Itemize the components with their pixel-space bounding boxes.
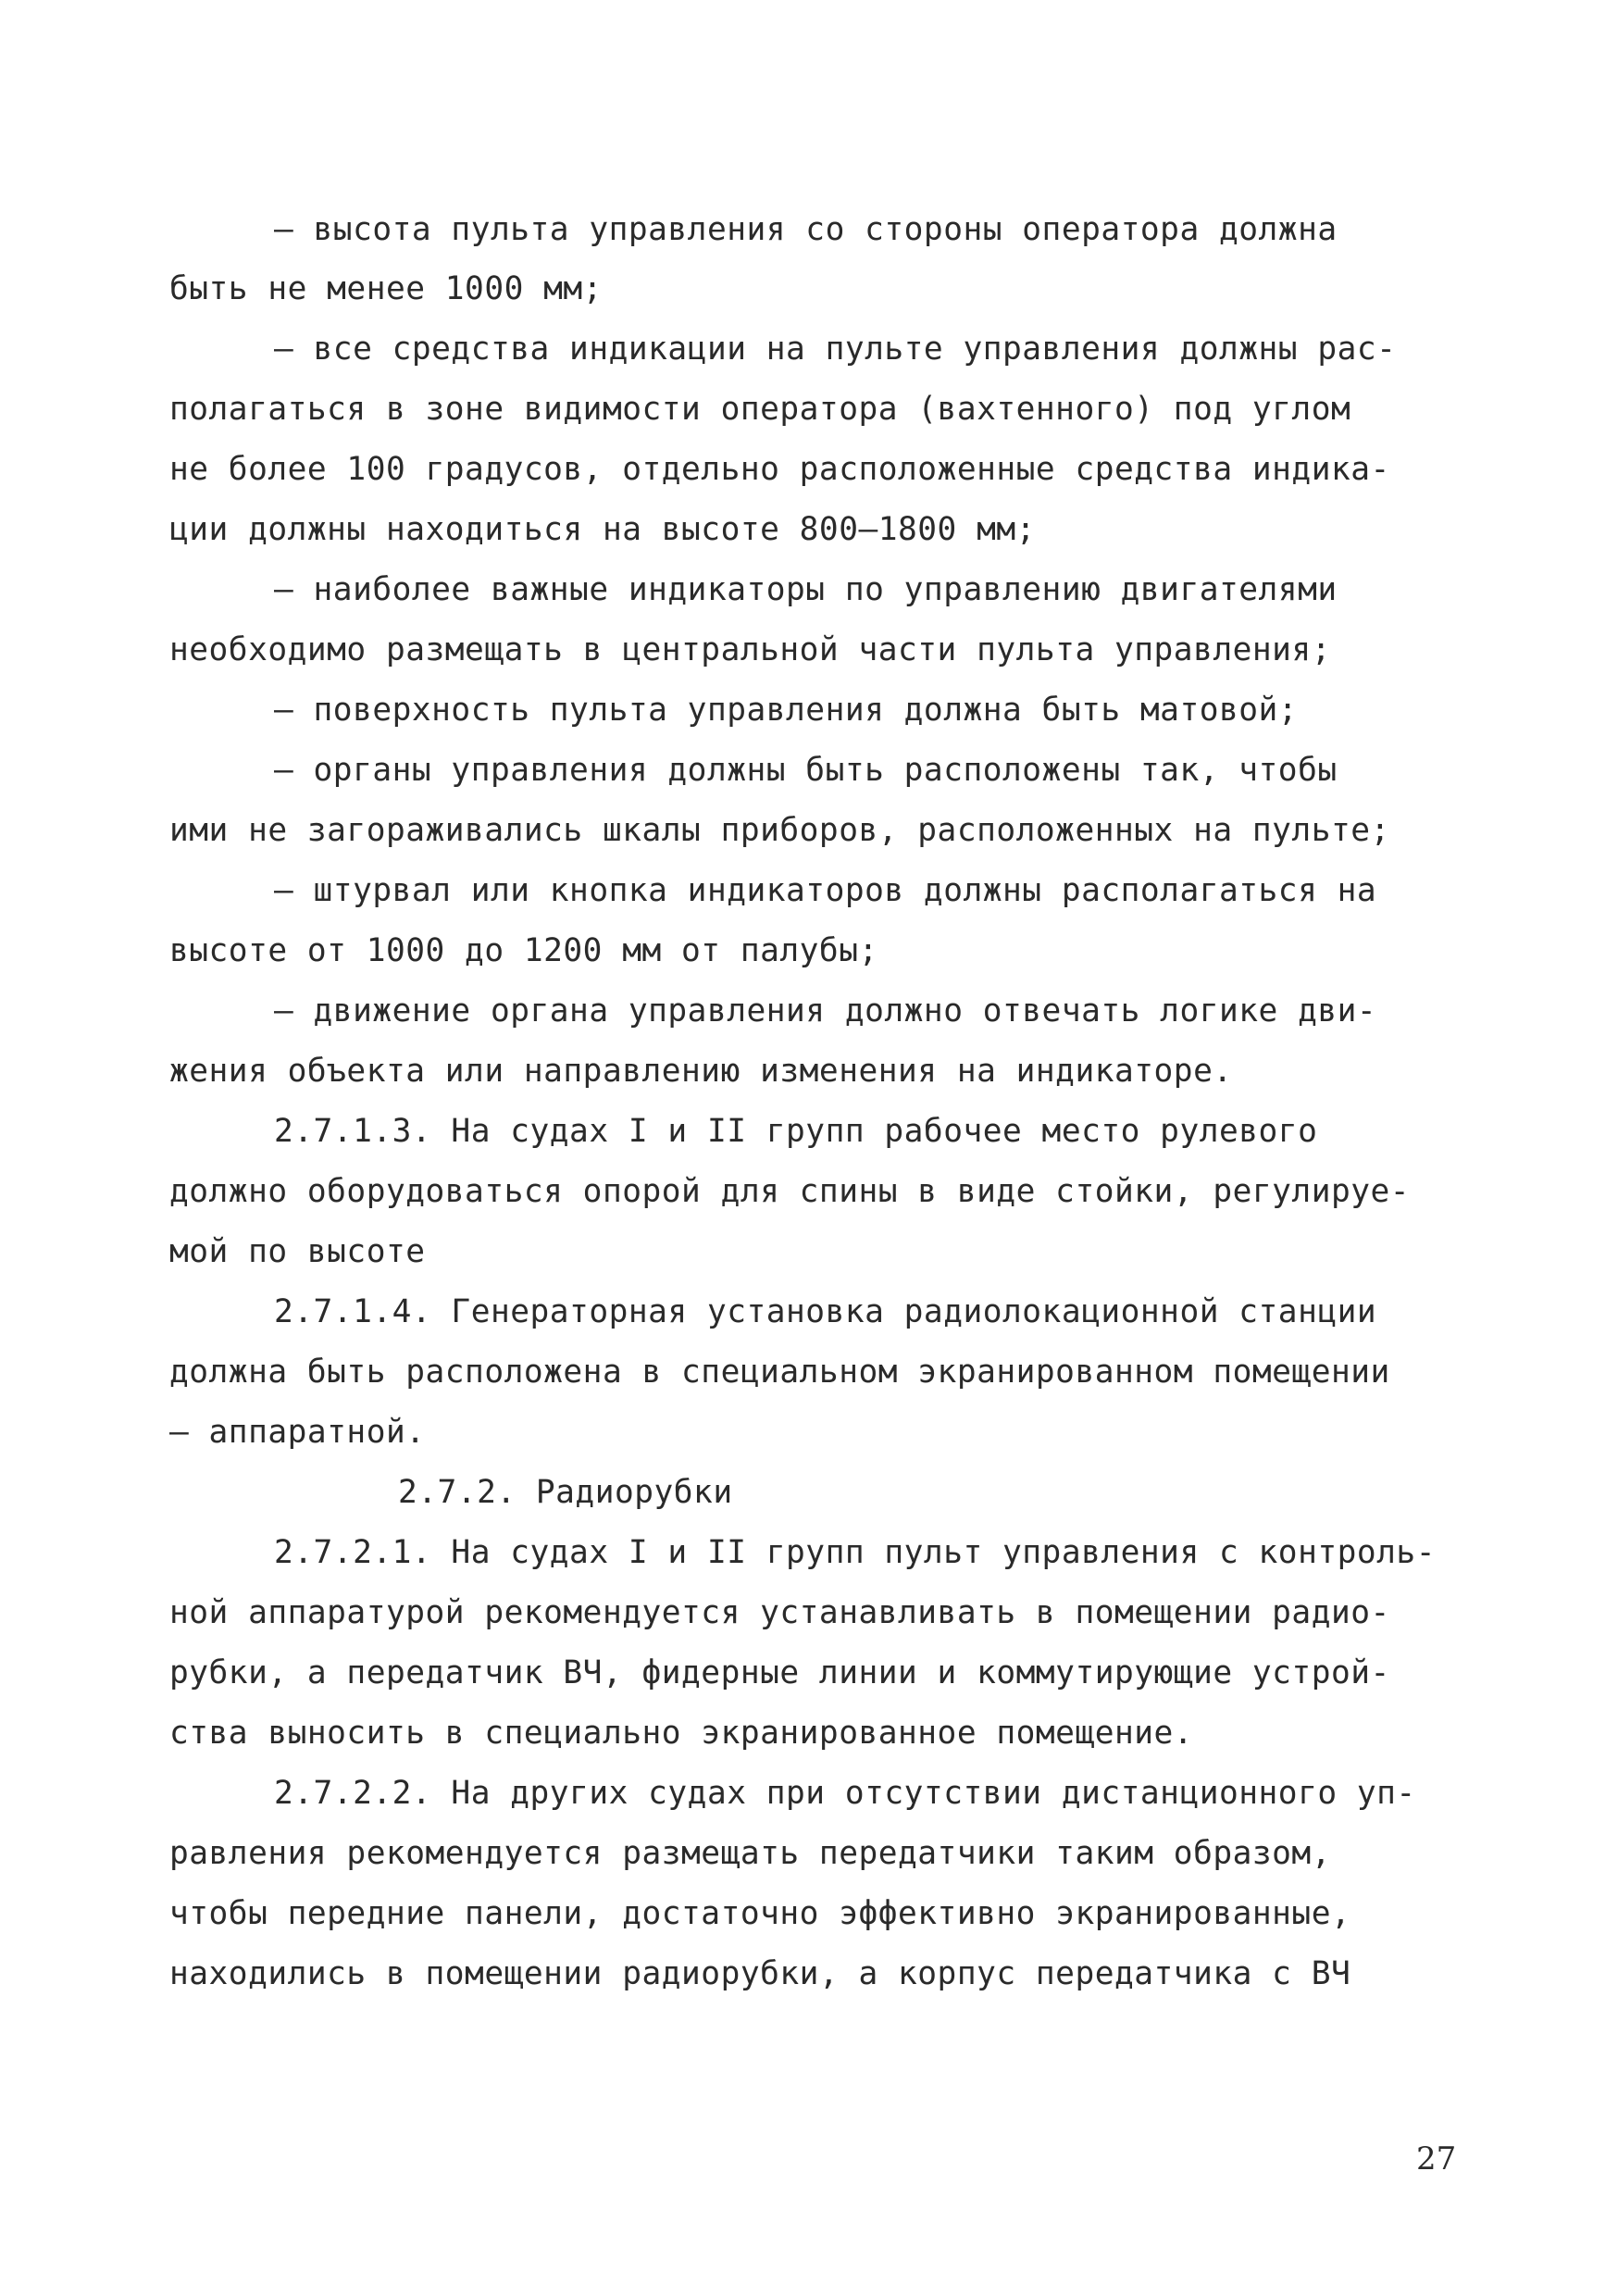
page-number: 27 xyxy=(1416,2140,1457,2177)
text-line: находились в помещении радиорубки, а корпус передатчика с ВЧ xyxy=(169,1955,1351,1992)
text-line: быть не менее 1000 мм; xyxy=(169,270,603,307)
text-line: должна быть расположена в специальном экранированном помещении xyxy=(169,1354,1390,1391)
text-line: чтобы передние панели, достаточно эффективно экранированные, xyxy=(169,1895,1351,1932)
text-line: высоте от 1000 до 1200 мм от палубы; xyxy=(169,932,878,969)
section-heading: 2.7.2. Радиорубки xyxy=(398,1474,733,1511)
text-line: мой по высоте xyxy=(169,1233,426,1270)
section-paragraph: 2.7.1.4. Генераторная установка радиолокационной станции xyxy=(274,1293,1377,1330)
text-line: не более 100 градусов, отдельно расположенные средства индика- xyxy=(169,451,1390,488)
text-line: ими не загораживались шкалы приборов, расположенных на пульте; xyxy=(169,812,1390,849)
text-line: полагаться в зоне видимости оператора (вахтенного) под углом xyxy=(169,391,1351,428)
text-line: – органы управления должны быть расположены так, чтобы xyxy=(274,752,1338,789)
text-line: – поверхность пульта управления должна быть матовой; xyxy=(274,692,1299,729)
text-line: – движение органа управления должно отвечать логике дви- xyxy=(274,992,1377,1029)
text-line: – наиболее важные индикаторы по управлению двигателями xyxy=(274,571,1338,608)
text-line: ной аппаратурой рекомендуется устанавливать в помещении радио- xyxy=(169,1594,1390,1631)
text-line: должно оборудоваться опорой для спины в виде стойки, регулируе- xyxy=(169,1173,1411,1210)
text-line: – аппаратной. xyxy=(169,1414,426,1451)
text-line: жения объекта или направлению изменения на индикаторе. xyxy=(169,1053,1233,1090)
text-line: рубки, а передатчик ВЧ, фидерные линии и коммутирующие устрой- xyxy=(169,1654,1390,1691)
text-line: ства выносить в специально экранированное помещение. xyxy=(169,1715,1194,1752)
text-line: равления рекомендуется размещать передатчики таким образом, xyxy=(169,1835,1331,1872)
text-line: – все средства индикации на пульте управления должны рас- xyxy=(274,331,1397,368)
text-line: – штурвал или кнопка индикаторов должны располагаться на xyxy=(274,872,1377,909)
text-line: – высота пульта управления со стороны оператора должна xyxy=(274,211,1338,248)
section-paragraph: 2.7.2.1. На судах I и II групп пульт управления с контроль- xyxy=(274,1534,1436,1571)
text-line: необходимо размещать в центральной части пульта управления; xyxy=(169,631,1331,668)
section-paragraph: 2.7.2.2. На других судах при отсутствии дистанционного уп- xyxy=(274,1775,1416,1812)
text-line: ции должны находиться на высоте 800–1800 мм; xyxy=(169,511,1036,548)
section-paragraph: 2.7.1.3. На судах I и II групп рабочее место рулевого xyxy=(274,1113,1318,1150)
